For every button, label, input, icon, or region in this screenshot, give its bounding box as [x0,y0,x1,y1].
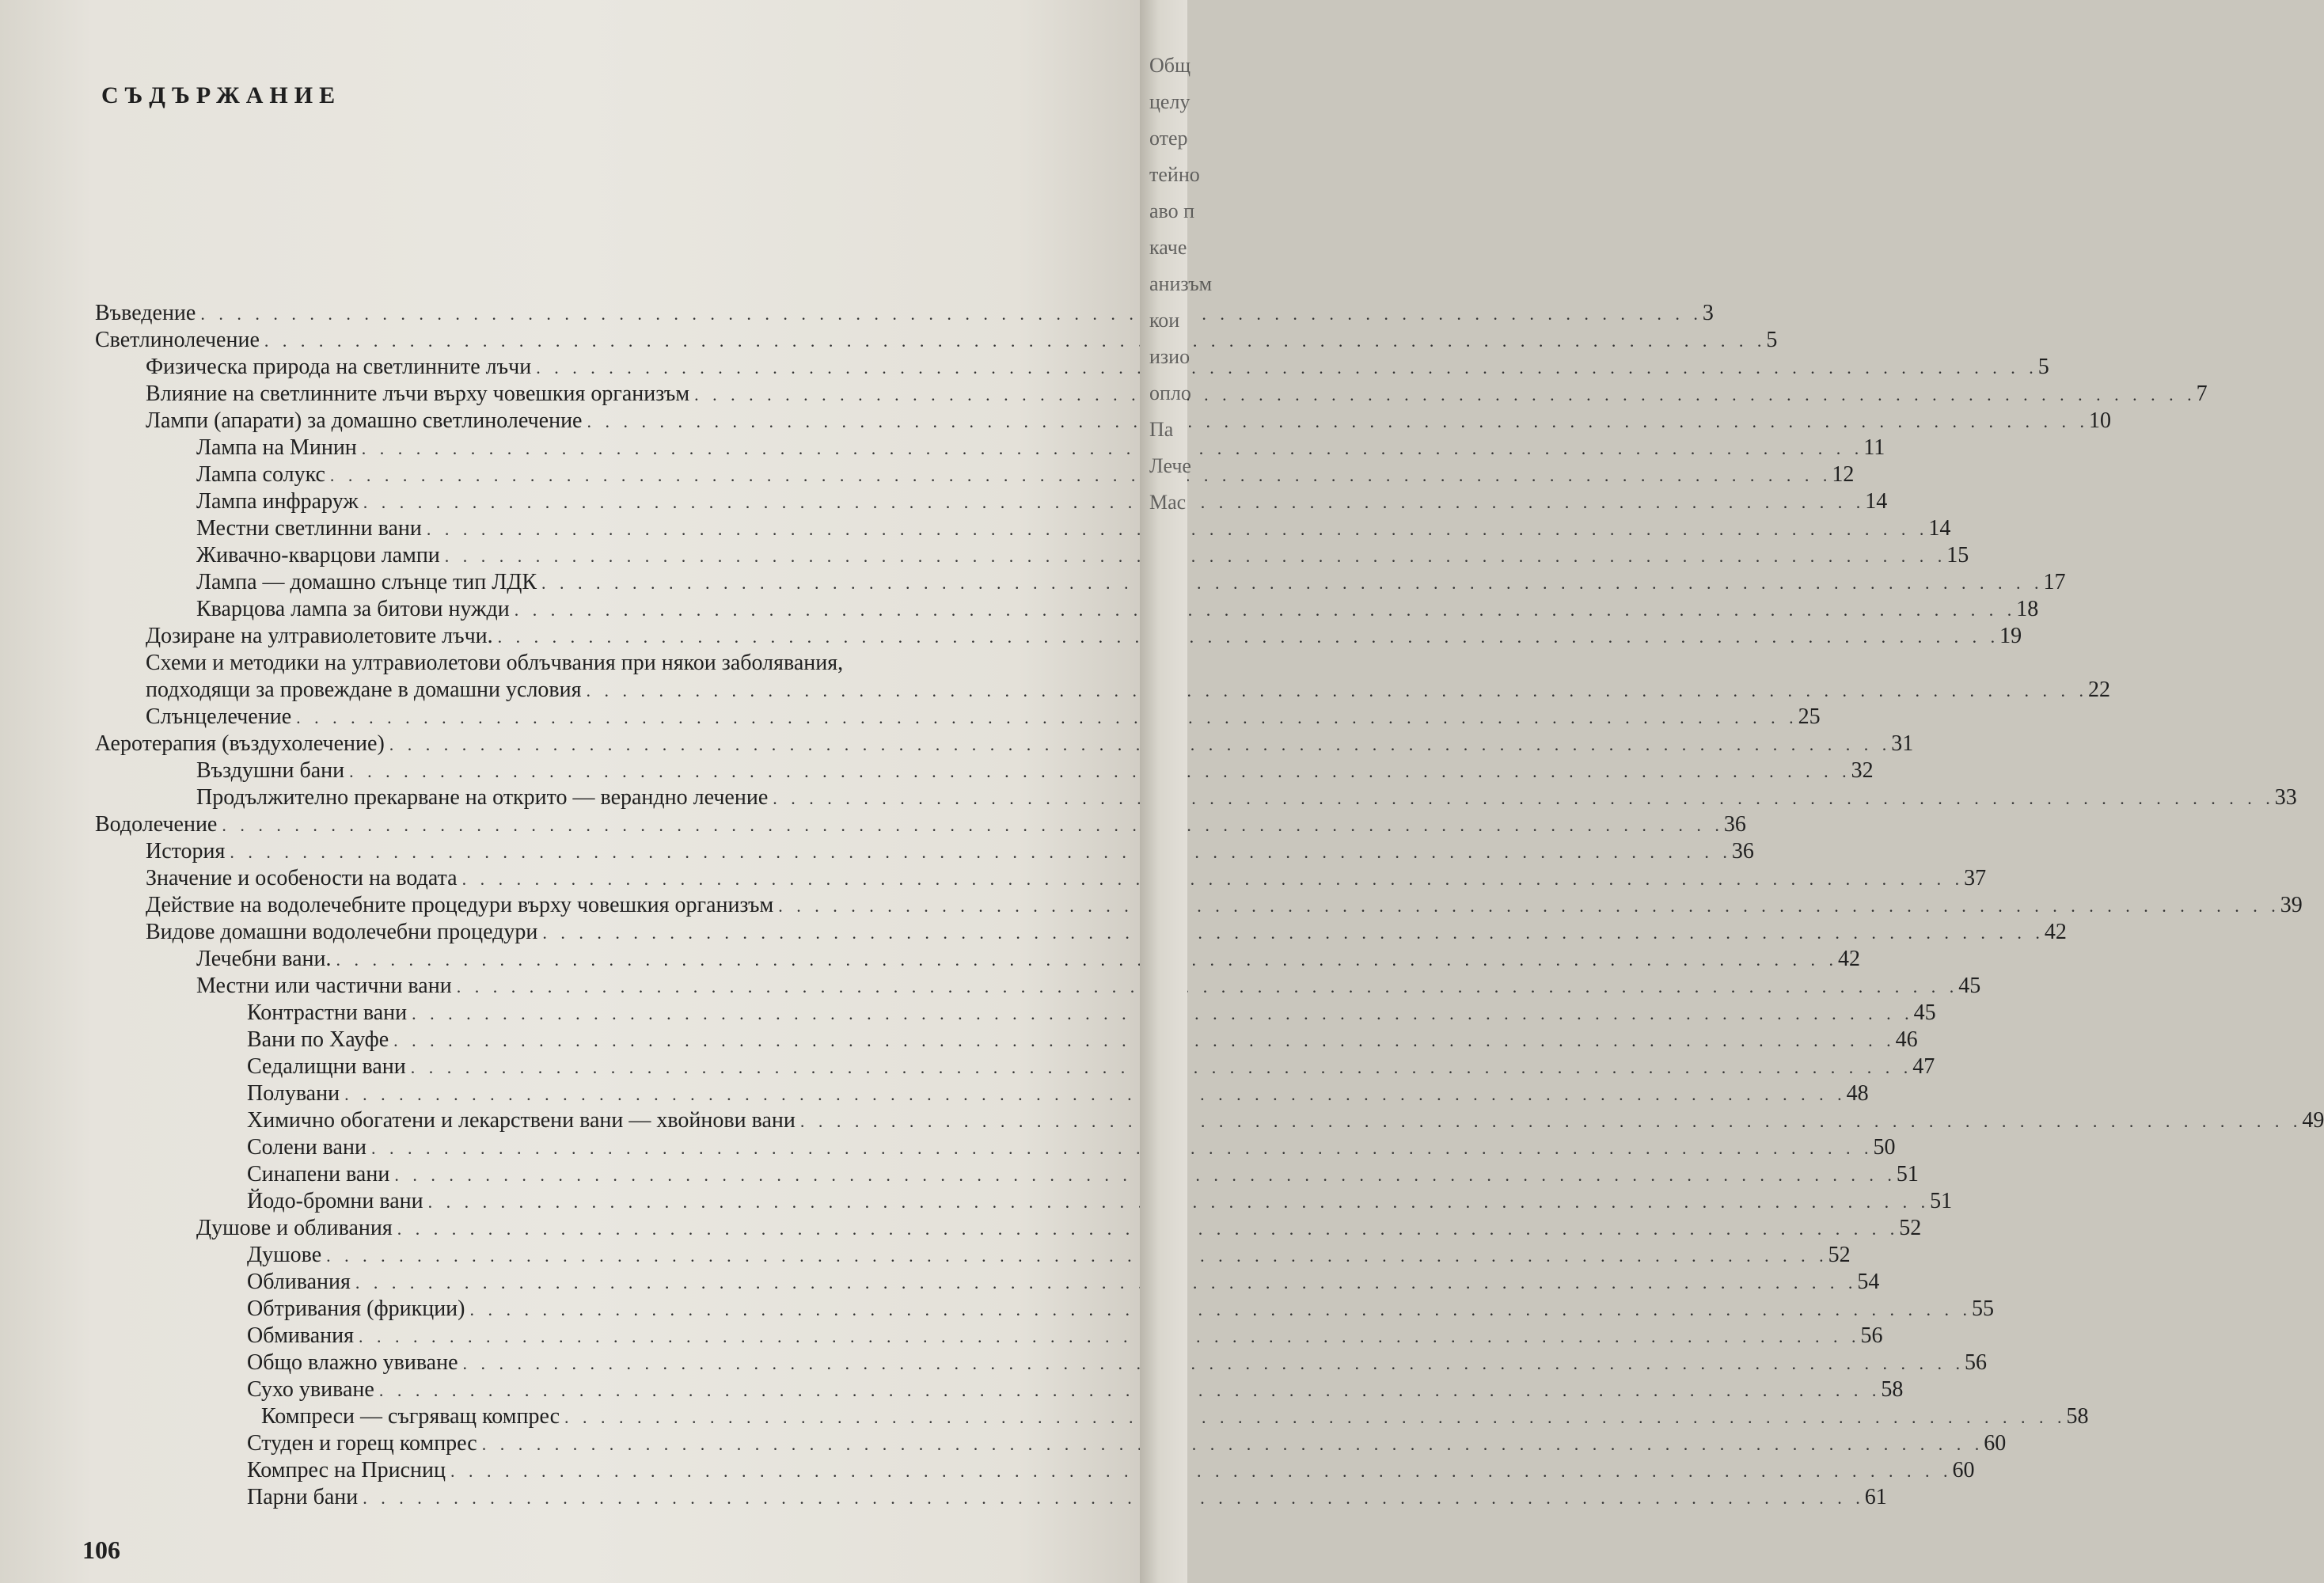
toc-entry-page: 51 [1896,1162,1919,1186]
toc-entry-title: Студен и горещ компрес [247,1431,477,1456]
toc-entry-title: Парни бани [247,1485,359,1509]
toc-entry-page: 3 [1702,301,1714,325]
toc-entry [95,1108,2324,1135]
toc-entry-title: Общо влажно увиване [247,1350,458,1375]
toc-entry-page: 17 [2043,570,2066,594]
toc-dot-leader [587,412,2089,432]
next-page-fragment: анизъм [1149,272,1213,295]
toc-dot-leader [363,492,1866,513]
toc-entry-title: Седалищни вани [247,1054,406,1079]
toc-entry-page: 58 [2066,1404,2089,1429]
toc-entry-page: 19 [1999,624,2022,648]
toc-entry-page: 47 [1912,1054,1935,1079]
next-page-fragment: каче [1149,236,1187,259]
toc-entry-page: 14 [1865,489,1888,514]
next-page-fragment: отер [1149,127,1188,150]
toc-entry-page: 45 [1913,1000,1936,1025]
toc-entry-page: 22 [2088,678,2111,702]
toc-entry-title: Лампа солукс [196,462,325,487]
toc-dot-leader [450,1461,1953,1482]
toc-entry-title: Обтривания (фрикции) [247,1296,465,1321]
toc-entry [95,947,1861,974]
toc-entry [95,1081,1869,1108]
toc-entry [95,1027,1918,1054]
toc-entry-page: 36 [1723,812,1746,837]
toc-dot-leader [326,1246,1828,1266]
toc-entry-page: 37 [1964,866,1987,890]
toc-entry-title: Химично обогатени и лекарствени вани — хвойнови вани [247,1108,796,1133]
toc-entry-title: Местни светлинни вани [196,516,422,541]
toc-dot-leader [230,842,1732,863]
toc-entry-title: Компреси — съгряващ компрес [261,1404,560,1429]
page-title: СЪДЪРЖАНИЕ [101,82,342,108]
toc-entry-page: 15 [1946,543,1969,568]
toc-entry [95,1189,1953,1216]
toc-entry-title: Душове [247,1243,322,1267]
toc-entry-title: Дозиране на ултравиолетовите лъчи. [146,624,493,648]
toc-entry [95,1243,1851,1270]
toc-entry [95,516,1951,543]
next-page-fragment: аво п [1149,199,1195,222]
toc-dot-leader [296,708,1798,728]
toc-entry-title: Физическа природа на светлинните лъчи [146,355,532,379]
toc-entry-page: 11 [1863,435,1885,460]
toc-entry [95,839,1754,866]
toc-dot-leader [800,1111,2303,1132]
toc-entry-page: 14 [1928,516,1951,541]
toc-entry [95,1458,1975,1485]
toc-entry-page: 45 [1958,974,1981,998]
toc-entry-page: 39 [2280,893,2303,917]
toc-entry-title: Кварцова лампа за битови нужди [196,597,510,621]
toc-entry [95,570,2066,597]
page-number: 106 [82,1536,120,1564]
toc-entry-title: Лампи (апарати) за домашно светлинолечение [146,408,583,433]
toc-entry [95,1216,1922,1243]
toc-dot-leader [264,331,1767,351]
toc-dot-leader [470,1300,1973,1320]
toc-dot-leader [359,1327,1861,1347]
toc-entry-title: Аеротерапия (въздухолечение) [95,731,385,756]
toc-entry-title: подходящи за провеждане в домашни условия [146,678,582,702]
toc-entry-title: Местни или частични вани [196,974,452,998]
toc-entry-title: Значение и особености на водата [146,866,458,890]
toc-entry-title: Обмивания [247,1323,355,1348]
toc-dot-leader [355,1273,1858,1293]
toc-entry [95,920,2067,947]
toc-entry-page: 46 [1895,1027,1918,1052]
toc-entry [95,731,1914,758]
toc-entry-title: Лампа на Минин [196,435,357,460]
toc-entry-page: 5 [2037,355,2049,379]
next-page-edge [1149,47,1213,918]
toc-entry-title: Водолечение [95,812,218,837]
toc-entry [95,974,1981,1000]
toc-entry [95,1135,1896,1162]
toc-entry-page: 61 [1864,1485,1887,1509]
toc-entry-title: Контрастни вани [247,1000,408,1025]
toc-entry [95,1485,1887,1512]
toc-dot-leader [694,385,2197,405]
toc-entry [95,408,2111,435]
toc-entry [95,1054,1935,1081]
toc-dot-leader [498,627,2000,647]
toc-entry-title: Вани по Хауфе [247,1027,389,1052]
toc-entry-title: Синапени вани [247,1162,390,1186]
toc-entry-title: Въздушни бани [196,758,345,783]
toc-dot-leader [462,869,1965,890]
next-page-fragment: целу [1149,90,1190,113]
toc-entry [95,328,1778,355]
toc-entry-title: Въведение [95,301,196,325]
toc-entry [95,1431,2007,1458]
toc-entry [95,1162,1919,1189]
toc-dot-leader [344,1084,1847,1105]
toc-dot-leader [515,600,2017,621]
toc-entry-page: 33 [2274,785,2297,810]
toc-entry-title: Схеми и методики на ултравиолетови облъчвания при някои заболявания, [146,651,844,675]
next-page-fragment: Мас [1149,491,1187,514]
toc-dot-leader [363,1488,1865,1509]
toc-entry-page: 10 [2088,408,2111,433]
toc-entry-title: Компрес на Присниц [247,1458,446,1482]
toc-entry [95,785,2297,812]
toc-entry [95,758,1874,785]
toc-entry [95,597,2039,624]
toc-entry [95,1377,1904,1404]
toc-dot-leader [536,358,2038,378]
toc-entry-page: 56 [1860,1323,1883,1348]
toc-entry-title: Продължително прекарване на открито — верандно лечение [196,785,769,810]
toc-entry [95,1270,1880,1296]
next-page-fragment: Лече [1149,454,1191,477]
toc-entry-page: 49 [2302,1108,2324,1133]
toc-entry-page: 5 [1766,328,1778,352]
toc-entry [95,1350,1988,1377]
toc-dot-leader [349,761,1851,782]
toc-entry-title: Полувани [247,1081,340,1106]
toc-dot-leader [778,896,2280,917]
toc-entry-page: 36 [1731,839,1754,864]
toc-dot-leader [541,573,2044,594]
toc-entry [95,1296,1994,1323]
toc-entry [95,624,2022,651]
toc-entry [95,678,2111,704]
toc-dot-leader [463,1353,1965,1374]
toc-entry-title: Сухо увиване [247,1377,374,1402]
toc-entry-page: 31 [1891,731,1914,756]
toc-dot-leader [773,788,2275,809]
toc-entry [95,435,1885,462]
toc-entry-page: 52 [1828,1243,1851,1267]
toc-entry-page: 48 [1846,1081,1869,1106]
toc-entry-page: 32 [1851,758,1874,783]
toc-dot-leader [482,1434,1984,1455]
toc-entry [95,543,1969,570]
toc-entry-title: Обливания [247,1270,351,1294]
toc-entry-title: Йодо-бромни вани [247,1189,423,1213]
toc-entry-page: 42 [2044,920,2067,944]
toc-dot-leader [362,438,1864,459]
toc-entry-page: 54 [1857,1270,1880,1294]
toc-dot-leader [330,465,1832,486]
toc-dot-leader [200,304,1703,325]
toc-entry-page: 58 [1881,1377,1904,1402]
next-page-fragment: Па [1149,418,1174,441]
toc-entry-page: 12 [1832,462,1855,487]
toc-entry-page: 25 [1798,704,1821,729]
toc-dot-leader [379,1380,1882,1401]
toc-entry-page: 51 [1930,1189,1953,1213]
toc-entry-title: Видове домашни водолечебни процедури [146,920,538,944]
next-page-fragment: Общ [1149,54,1191,77]
toc-entry-page: 52 [1899,1216,1922,1240]
toc-entry-title: Душове и обливания [196,1216,393,1240]
toc-entry-title: Лампа инфраруж [196,489,359,514]
toc-entry-title: Слънцелечение [146,704,292,729]
toc-entry [95,651,1092,678]
toc-entry-title: Солени вани [247,1135,366,1160]
toc-dot-leader [336,950,1839,970]
toc-entry-page: 7 [2196,382,2208,406]
toc-entry-title: Лечебни вани. [196,947,332,971]
toc-entry-title: Живачно-кварцови лампи [196,543,440,568]
toc-entry-page: 60 [1984,1431,2007,1456]
toc-entry-title: Светлинолечение [95,328,260,352]
toc-entry [95,812,1746,839]
toc-entry-title: Влияние на светлинните лъчи върху човешкия организъм [146,382,690,406]
next-page-fragment: кои [1149,309,1180,332]
toc-entry-page: 42 [1838,947,1861,971]
toc-entry [95,1000,1936,1027]
toc-entry [95,893,2303,920]
toc-entry [95,1323,1883,1350]
toc-entry-page: 18 [2016,597,2039,621]
toc-dot-leader [371,1138,1874,1159]
next-page-fragment: опло [1149,382,1191,404]
toc-entry-page: 60 [1952,1458,1975,1482]
toc-dot-leader [457,977,1959,997]
toc-entry-title: История [146,839,226,864]
toc-entry [95,1404,2089,1431]
toc-entry-title: Действие на водолечебните процедури върху човешкия организъм [146,893,774,917]
toc-dot-leader [542,923,2045,943]
toc-entry-title: Лампа — домашно слънце тип ЛДК [196,570,537,594]
toc-dot-leader [587,681,2089,701]
toc-dot-leader [445,546,1947,567]
toc-entry-page: 50 [1873,1135,1896,1160]
toc-entry-page: 55 [1972,1296,1994,1321]
toc-entry-page: 56 [1965,1350,1988,1375]
next-page-fragment: тейно [1149,163,1200,186]
next-page-fragment: изио [1149,345,1190,368]
toc-entry [95,866,1987,893]
toc-dot-leader [564,1407,2067,1428]
toc-dot-leader [222,815,1724,836]
toc-entry [95,704,1821,731]
